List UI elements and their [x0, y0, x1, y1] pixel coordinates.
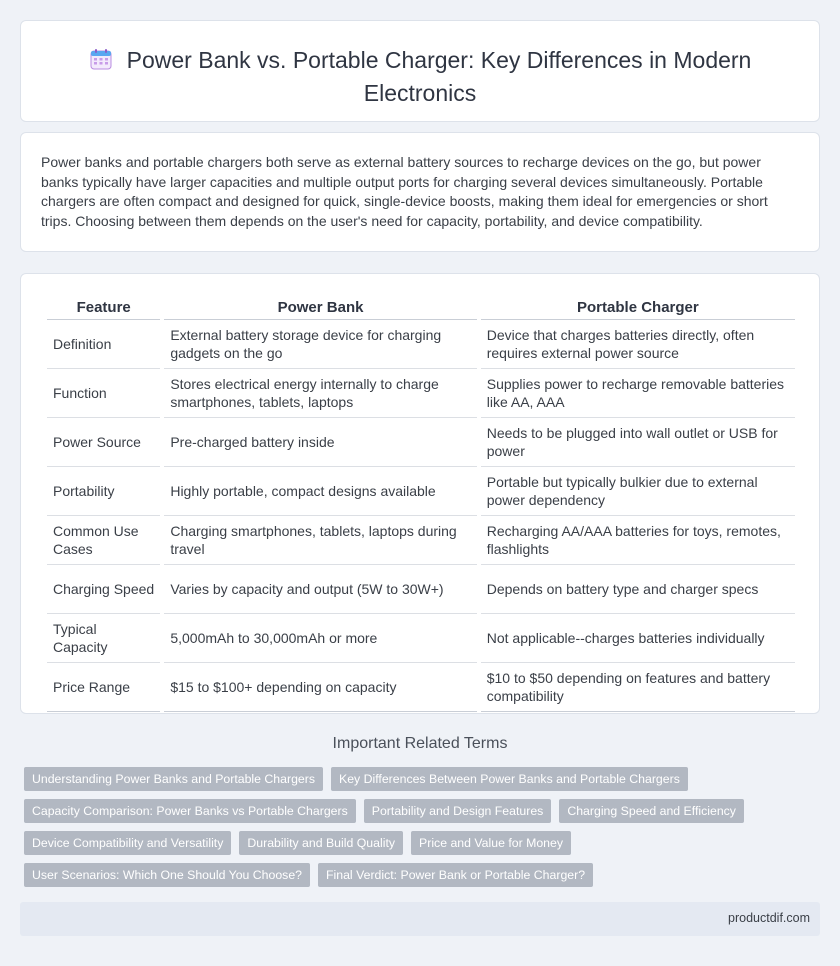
table-row [47, 663, 795, 712]
header-card [20, 20, 820, 122]
intro-paragraph: Power banks and portable chargers both serve as external battery sources to recharge devices on the go, but power banks typically have larger capacities and multiple output ports for charging several devices simultaneously. Portable chargers are often compact and designed for quick, single-device boosts, making them ideal for emergencies or short trips. Choosing between them depends on the user's need for capacity, portability, and device compatibility. [41, 154, 768, 229]
related-terms-list [24, 767, 824, 887]
intro-card [20, 132, 820, 252]
table-row [47, 467, 795, 516]
related-term-tag[interactable]: Durability and Build Quality [239, 831, 403, 855]
row-portable-charger: Not applicable--charges batteries individually [481, 614, 795, 663]
row-portable-charger: Supplies power to recharge removable batteries like AA, AAA [481, 369, 795, 418]
related-term-tag[interactable]: Price and Value for Money [411, 831, 571, 855]
header-feature: Feature [47, 294, 160, 320]
row-feature: Typical Capacity [47, 614, 160, 663]
table-row [47, 369, 795, 418]
row-portable-charger: Needs to be plugged into wall outlet or USB for power [481, 418, 795, 467]
row-power-bank: External battery storage device for charging gadgets on the go [164, 320, 476, 369]
related-term-tag[interactable]: Final Verdict: Power Bank or Portable Charger? [318, 863, 593, 887]
footer [20, 902, 820, 936]
related-term-tag[interactable]: Capacity Comparison: Power Banks vs Portable Chargers [24, 799, 356, 823]
row-portable-charger: Recharging AA/AAA batteries for toys, remotes, flashlights [481, 516, 795, 565]
table-row [47, 418, 795, 467]
row-portable-charger: Portable but typically bulkier due to external power dependency [481, 467, 795, 516]
row-portable-charger: Device that charges batteries directly, often requires external power source [481, 320, 795, 369]
row-feature: Function [47, 369, 160, 418]
row-power-bank: Highly portable, compact designs available [164, 467, 476, 516]
row-feature: Common Use Cases [47, 516, 160, 565]
table-row [47, 516, 795, 565]
related-term-tag[interactable]: Device Compatibility and Versatility [24, 831, 231, 855]
table-header-row [47, 294, 795, 320]
row-power-bank: 5,000mAh to 30,000mAh or more [164, 614, 476, 663]
row-feature: Price Range [47, 663, 160, 712]
page-title-wrap [61, 45, 779, 108]
related-term-tag[interactable]: Understanding Power Banks and Portable Chargers [24, 767, 323, 791]
row-power-bank: Pre-charged battery inside [164, 418, 476, 467]
row-power-bank: $15 to $100+ depending on capacity [164, 663, 476, 712]
row-feature: Portability [47, 467, 160, 516]
row-power-bank: Charging smartphones, tablets, laptops during travel [164, 516, 476, 565]
header-power-bank: Power Bank [164, 294, 476, 320]
related-term-tag[interactable]: Charging Speed and Efficiency [559, 799, 744, 823]
related-term-tag[interactable]: Portability and Design Features [364, 799, 552, 823]
related-terms-title: Important Related Terms [332, 735, 508, 752]
comparison-table [43, 294, 799, 712]
row-feature: Charging Speed [47, 565, 160, 614]
table-row [47, 614, 795, 663]
row-power-bank: Varies by capacity and output (5W to 30W+) [164, 565, 476, 614]
footer-site-link[interactable]: productdif.com [728, 911, 810, 925]
comparison-card [20, 273, 820, 714]
header-portable-charger: Portable Charger [481, 294, 795, 320]
row-feature: Definition [47, 320, 160, 369]
row-portable-charger: $10 to $50 depending on features and battery compatibility [481, 663, 795, 712]
calendar-icon [89, 47, 113, 78]
table-row [47, 565, 795, 614]
row-power-bank: Stores electrical energy internally to charge smartphones, tablets, laptops [164, 369, 476, 418]
row-portable-charger: Depends on battery type and charger specs [481, 565, 795, 614]
related-term-tag[interactable]: Key Differences Between Power Banks and Portable Chargers [331, 767, 688, 791]
related-term-tag[interactable]: User Scenarios: Which One Should You Choose? [24, 863, 310, 887]
page-title: Power Bank vs. Portable Charger: Key Differences in Modern Electronics [126, 47, 752, 106]
table-row [47, 320, 795, 369]
row-feature: Power Source [47, 418, 160, 467]
